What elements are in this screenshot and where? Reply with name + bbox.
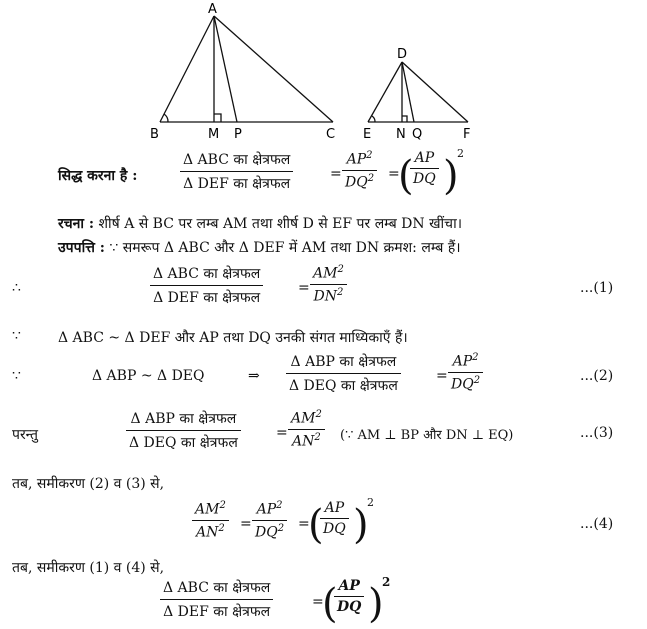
step2-ref: ...(2)	[580, 368, 614, 384]
step2-eq: =	[436, 368, 448, 384]
step3-lhs: Δ ABP का क्षेत्रफल Δ DEQ का क्षेत्रफल	[126, 409, 241, 452]
step3-rhs: $AM^2$ $AN^2$	[288, 409, 325, 449]
prove-lhs-fraction	[180, 150, 293, 193]
step4-frac1: $AM^2$ $AN^2$	[192, 500, 229, 540]
label-m: M	[208, 127, 220, 142]
step5-rhs: AP DQ	[334, 578, 364, 615]
prove-mid-fraction: $AP^2$ $DQ^2$	[342, 150, 377, 190]
step1-eq: =	[298, 280, 310, 296]
label-e: E	[363, 127, 372, 142]
step5-close-paren: )	[368, 581, 384, 627]
step4-frac3: AP DQ	[320, 500, 349, 537]
label-f: F	[463, 127, 471, 142]
triangles-figure	[0, 0, 647, 150]
step2-arrow: ⇒	[248, 368, 260, 384]
step4-close-paren: )	[353, 502, 369, 548]
step1-ref: ...(1)	[580, 280, 614, 296]
label-q: Q	[412, 127, 423, 142]
label-b: B	[150, 127, 159, 142]
prove-mid-num: AP	[346, 151, 367, 168]
step1-rhs: $AM^2$ $DN^2$	[310, 264, 347, 304]
label-a: A	[208, 2, 217, 17]
triangle-def	[368, 62, 468, 122]
step2-lhs: Δ ABP का क्षेत्रफल Δ DEQ का क्षेत्रफल	[286, 352, 401, 395]
prove-lhs-num: Δ ABC का क्षेत्रफल	[183, 152, 291, 168]
step2-rhs: $AP^2$ $DQ^2$	[448, 352, 483, 392]
prove-close-paren: )	[443, 153, 459, 199]
prove-label: सिद्ध करना है :	[58, 168, 138, 184]
step1-lhs: Δ ABC का क्षेत्रफल Δ DEF का क्षेत्रफल	[150, 264, 263, 307]
label-d: D	[397, 47, 408, 62]
step3-reason: (∵ AM ⊥ BP और DN ⊥ EQ)	[340, 428, 514, 443]
step4-eq1: =	[240, 516, 252, 532]
prove-right-sq: 2	[457, 147, 464, 160]
step4-ref: ...(4)	[580, 516, 614, 532]
step4-frac2: $AP^2$ $DQ^2$	[252, 500, 287, 540]
step5-eq: =	[312, 594, 324, 610]
prove-lhs-den: Δ DEF का क्षेत्रफल	[183, 176, 291, 192]
prove-right-fraction: AP DQ	[410, 150, 439, 187]
step5-sq: 2	[382, 575, 391, 589]
proof-line: उपपत्ति : ∵ समरूप Δ ABC और Δ DEF में AM तथा DN क्रमश: लम्ब हैं।	[58, 240, 461, 256]
step2-left: Δ ABP ~ Δ DEQ	[92, 368, 205, 384]
prove-open-paren: (	[398, 153, 414, 199]
step5-open-paren: (	[322, 581, 338, 627]
label-n: N	[396, 127, 406, 142]
step2-symbol: ∵	[12, 368, 21, 384]
prove-eq-1: =	[330, 166, 342, 182]
step3-label: परन्तु	[12, 427, 38, 443]
construction-line: रचना : शीर्ष A से BC पर लम्ब AM तथा शीर्ष D से EF पर लम्ब DN खींचा।	[58, 216, 463, 232]
step1-symbol: ∴	[12, 280, 21, 296]
step4-open-paren: (	[308, 502, 324, 548]
step4-intro: तब, समीकरण (2) व (3) से,	[12, 476, 165, 492]
step5-intro: तब, समीकरण (1) व (4) से,	[12, 560, 165, 576]
step-sim-text: Δ ABC ~ Δ DEF और AP तथा DQ उनकी संगत माध्यिकाएँ हैं।	[58, 330, 408, 346]
step-sim-symbol: ∵	[12, 328, 21, 344]
prove-eq-2: =	[388, 166, 400, 182]
triangle-abc	[160, 16, 333, 122]
step3-ref: ...(3)	[580, 425, 614, 441]
prove-mid-den: DQ	[345, 174, 368, 191]
step4-sq: 2	[367, 496, 374, 509]
label-p: P	[234, 127, 242, 142]
label-c: C	[326, 127, 336, 142]
step4-eq2: =	[298, 516, 310, 532]
step3-eq: =	[276, 425, 288, 441]
step5-lhs: Δ ABC का क्षेत्रफल Δ DEF का क्षेत्रफल	[160, 578, 273, 621]
